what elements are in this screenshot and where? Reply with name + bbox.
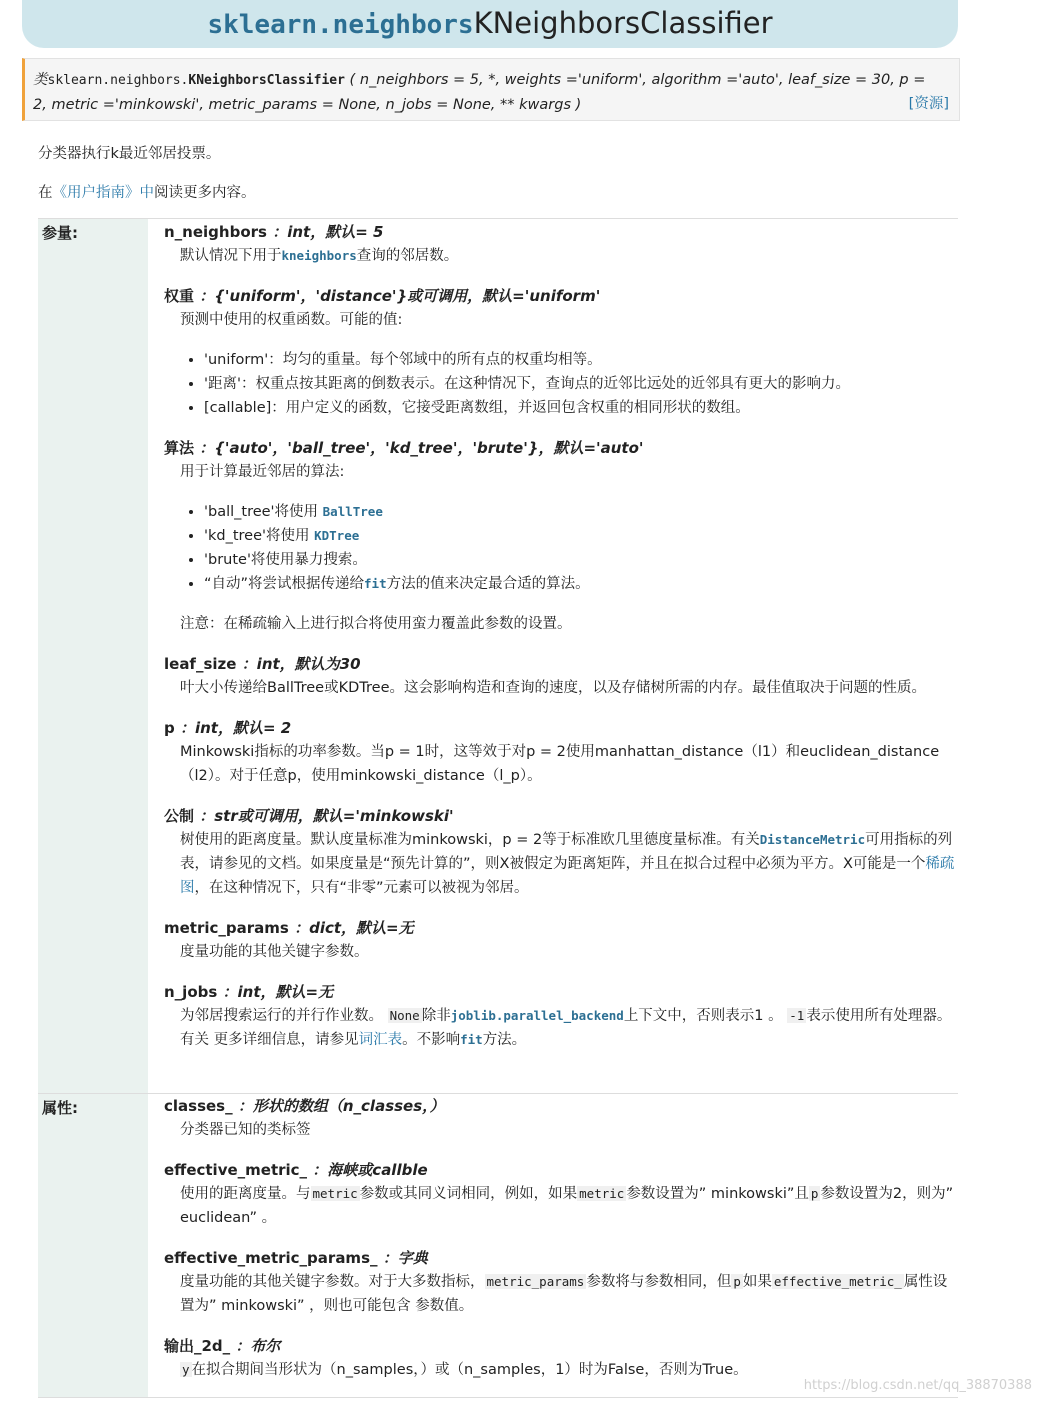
list-item: • 'uniform'：均匀的重量。每个邻域中的所有点的权重均相等。 [204, 348, 958, 372]
list-item: • “自动”将尝试根据传递给fit方法的值来决定最合适的算法。 [204, 572, 958, 596]
intro-guide: 在《用户指南》中阅读更多内容。 [38, 185, 256, 201]
balltree-link[interactable]: BallTree [322, 504, 383, 519]
attr-outputs-2d: 输出_2d_ ：布尔 y 在拟合期间当形状为（n_samples，）或（n_samples，1）时为False，否则为True。 [164, 1337, 748, 1378]
attr-classes: classes_ ：形状的数组（n_classes，） 分类器已知的类标签 [164, 1097, 445, 1138]
algorithm-note: 注意：在稀疏输入上进行拟合将使用蛮力覆盖此参数的设置。 [180, 616, 572, 632]
intro-summary: 分类器执行k最近邻居投票。 [38, 146, 221, 162]
list-item: • '距离'：权重点按其距离的倒数表示。在这种情况下，查询点的近邻比远处的近邻具有更大的影响力。 [204, 372, 958, 396]
parallel-backend-link[interactable]: joblib.parallel_backend [450, 1008, 624, 1023]
params-label: 参量: [42, 224, 78, 242]
sig-args-1: ( n_neighbors = 5, *, weights ='uniform', algorithm ='auto', leaf_size = 30, p = [344, 72, 926, 88]
param-n-jobs: n_jobs ：int，默认=无 为邻居搜索运行的并行作业数。 None 除非joblib.parallel_backend上下文中，否则表示1 。 -1 表示使用所有处理器。有关 更多详细信息，请参见词汇表。不影响fit方法。 [164, 983, 952, 1048]
param-n-neighbors: n_neighbors ：int，默认= 5 默认情况下用于kneighbors查询的邻居数。 [164, 223, 459, 264]
kdtree-link[interactable]: KDTree [314, 528, 360, 543]
param-leaf-size: leaf_size ：int，默认为30 叶大小传递给BallTree或KDTree。这会影响构造和查询的速度，以及存储树所需的内存。最佳值取决于问题的性质。 [164, 655, 926, 696]
source-link[interactable]: [资源] [908, 96, 949, 112]
sparse-graph-link[interactable]: 稀疏图 [180, 856, 955, 896]
list-item: • 'brute'将使用暴力搜索。 [204, 548, 958, 572]
watermark: https://blog.csdn.net/qq_38870388 [803, 1378, 1032, 1393]
divider-top [38, 218, 958, 219]
params-list [164, 220, 958, 1068]
fit-link[interactable]: fit [364, 576, 387, 591]
attrs-label: 属性: [42, 1099, 78, 1117]
class-signature [22, 58, 960, 121]
title-module: sklearn.neighbors [207, 10, 474, 40]
attr-effective-metric: effective_metric_ ：海峡或callble 使用的距离度量。与 metric 参数或其同义词相同，例如，如果 metric 参数设置为” minkowski”且 p 参数设置为2，则为” euclidean” 。 [164, 1161, 954, 1226]
page-title [22, 0, 958, 48]
attrs-list [164, 1094, 958, 1398]
sig-prefix: 类 [33, 72, 48, 88]
param-p: p ：int，默认= 2 Minkowski指标的功率参数。当p = 1时，这等效于对p = 2使用manhattan_distance（l1）和euclidean_distance（l2）。对于任意p，使用minkowski_distance（l_p）。 [164, 719, 940, 784]
glossary-link[interactable]: 词汇表 [358, 1032, 403, 1048]
sig-args-2: 2, metric ='minkowski', metric_params = None, n_jobs = None, ** kwargs ) [33, 97, 582, 113]
params-label-col [38, 219, 148, 1093]
list-item: • 'ball_tree'将使用 BallTree [204, 500, 958, 524]
distancemetric-link[interactable]: DistanceMetric [759, 832, 866, 847]
title-class: KNeighborsClassifier [473, 6, 773, 40]
param-algorithm: 算法 ：{'auto'，'ball_tree'，'kd_tree'，'brute'}，默认='auto' 用于计算最近邻居的算法: • 'ball_tree'将使用 BallTree • 'kd_tree'将使用 KDTree • 'brute'将使用暴力搜索。 • “自动”将尝试根据传递给fit方法的值来决定最合适的算法。 注意：在稀疏输入上进行拟合将使用蛮力覆盖此参数的设置。 [164, 436, 958, 636]
param-metric: 公制 ：str或可调用，默认='minkowski' 树使用的距离度量。默认度量标准为minkowski，p = 2等于标准欧几里德度量标准。有关DistanceMetric可用指标的列表，请参见的文档。如果度量是“预先计算的”，则X被假定为距离矩阵，并且在拟合过程中必须为平方。X可能是一个稀疏图，在这种情况下，只有“非零”元素可以被视为邻居。 [164, 807, 955, 896]
algorithm-options [180, 500, 958, 596]
param-weights: 权重 ：{'uniform'，'distance'}或可调用，默认='uniform' 预测中使用的权重函数。可能的值: • 'uniform'：均匀的重量。每个邻域中的所有点的权重均相等。 • '距离'：权重点按其距离的倒数表示。在这种情况下，查询点的近邻比远处的近邻具有更大的影响力。 • [callable]：用户定义的函数，它接受距离数组，并返回包含权重的相同形状的数组。 [164, 284, 958, 420]
weights-options [180, 348, 958, 420]
attrs-label-col [38, 1094, 148, 1398]
sig-name: KNeighborsClassifier [188, 73, 345, 88]
param-metric-params: metric_params ：dict，默认=无 度量功能的其他关键字参数。 [164, 919, 414, 960]
user-guide-link[interactable]: 《用户指南》中 [52, 185, 154, 201]
sig-module: sklearn.neighbors. [47, 73, 189, 88]
fit-method-link[interactable]: fit [460, 1032, 483, 1047]
divider-bottom [38, 1397, 958, 1398]
list-item: • [callable]：用户定义的函数，它接受距离数组，并返回包含权重的相同形状的数组。 [204, 396, 958, 420]
attr-effective-metric-params: effective_metric_params_ ：字典 度量功能的其他关键字参数。对于大多数指标， metric_params 参数将与参数相同，但 p 如果 effective_metric_ 属性设置为” minkowski” ，则也可能包含 参数值。 [164, 1249, 948, 1314]
list-item: • 'kd_tree'将使用 KDTree [204, 524, 958, 548]
